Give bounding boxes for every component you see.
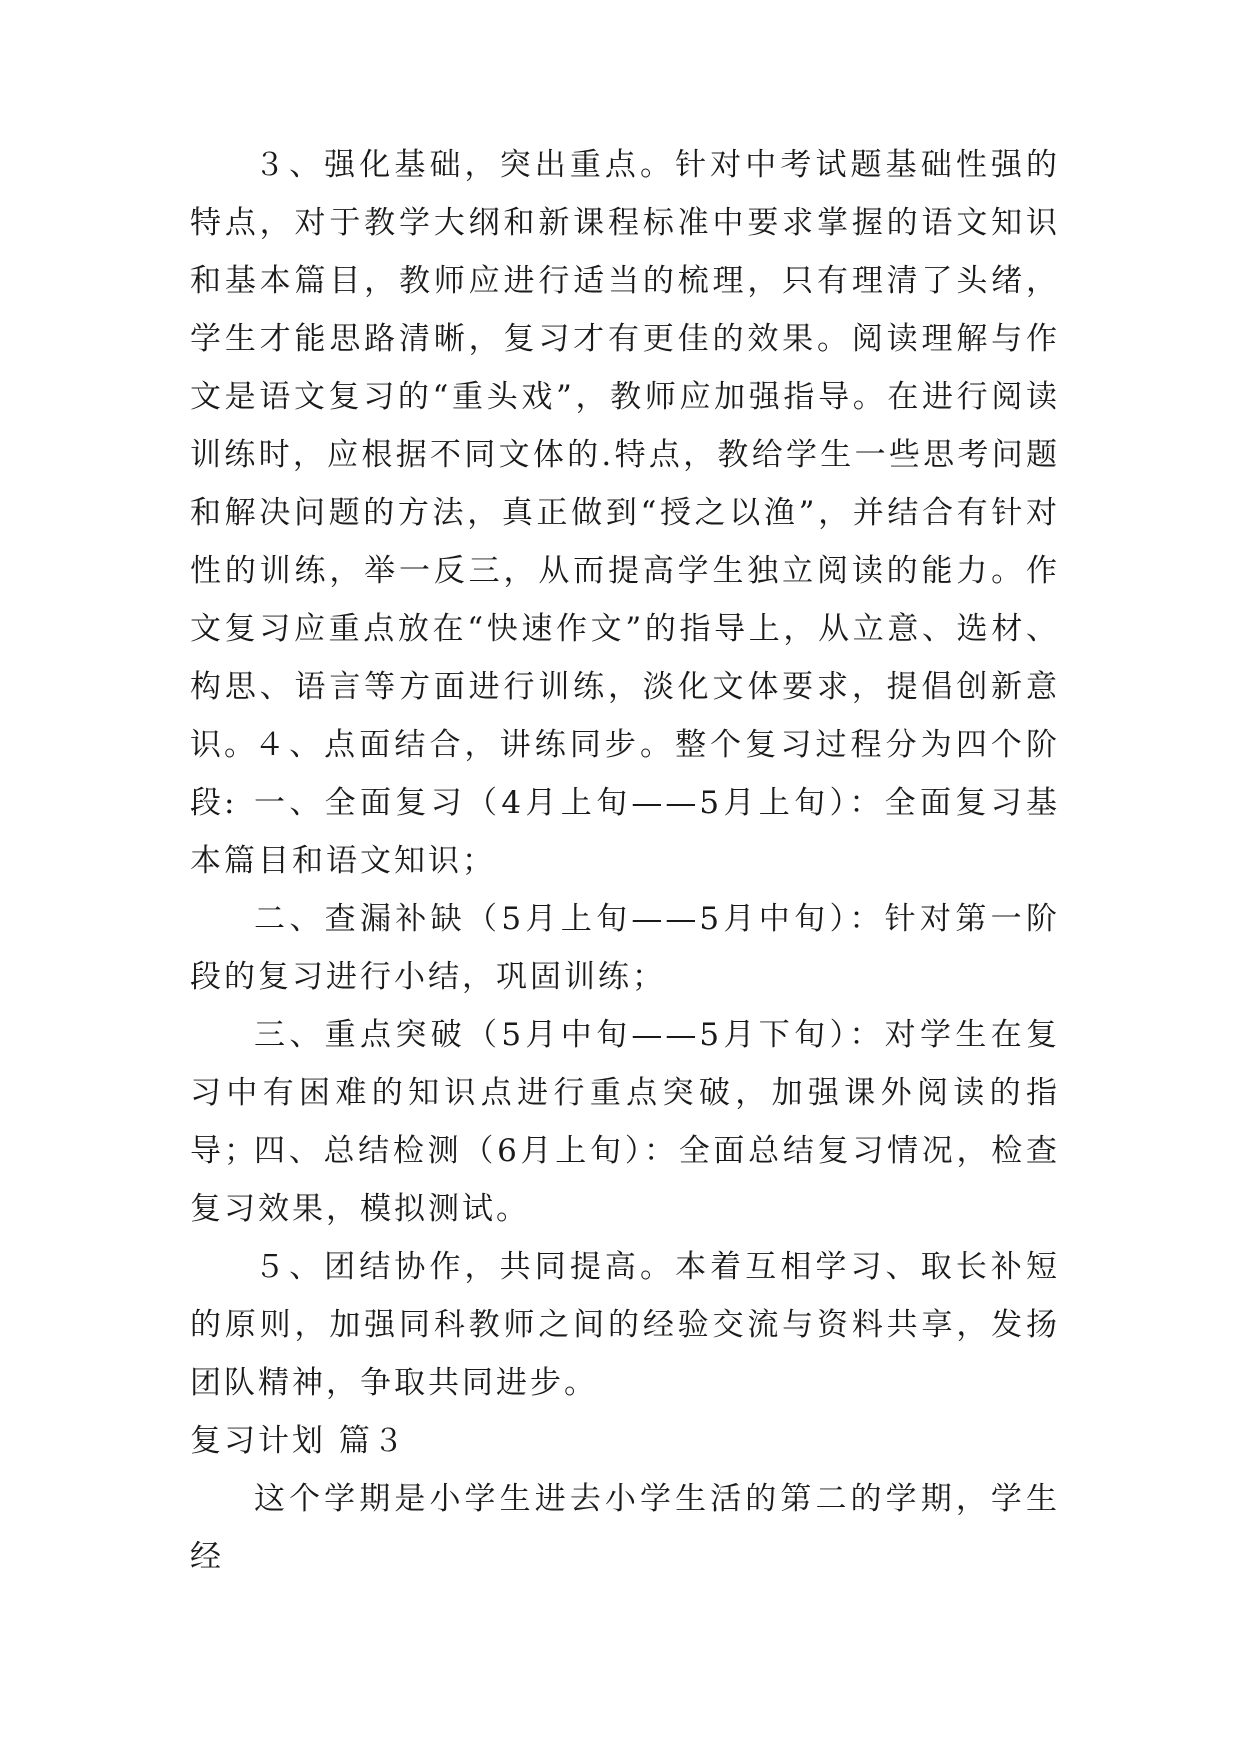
paragraph-strengthen-foundation: ３、强化基础，突出重点。针对中考试题基础性强的特点，对于教学大纲和新课程标准中要求掌握的语文知识和基本篇目，教师应进行适当的梳理，只有理清了头绪，学生才能思路清晰，复习才有更佳的效果。阅读理解与作文是语文复习的“重头戏”，教师应加强指导。在进行阅读训练时，应根据不同文体的.特点，教给学生一些思考问题和解决问题的方法，真正做到“授之以渔”，并结合有针对性的训练，举一反三，从而提高学生独立阅读的能力。作文复习应重点放在“快速作文”的指导上，从立意、选材、构思、语言等方面进行训练，淡化文体要求，提倡创新意识。 <box>190 147 1060 763</box>
paragraph-new-semester: 这个学期是小学生进去小学生活的第二的学期，学生经 <box>190 1481 1060 1575</box>
paragraph-stage-one: 一、全面复习（4月上旬——5月上旬）：全面复习基本篇目和语文知识； <box>190 785 1060 879</box>
paragraph-stage-four: 四、总结检测（6月上旬）：全面总结复习情况，检查复习效果，模拟测试。 <box>190 1133 1060 1227</box>
paragraph-teamwork: ５、团结协作，共同提高。本着互相学习、取长补短的原则，加强同科教师之间的经验交流与资料共享，发扬团队精神，争取共同进步。 <box>190 1249 1060 1401</box>
section-heading: 复习计划 篇３ <box>190 1423 407 1459</box>
paragraph-combine-points: ４、点面结合，讲练同步。整个复习过程分为四个阶段: <box>190 727 1060 821</box>
paragraph-stage-three: 三、重点突破（5月中旬——5月下旬）：对学生在复习中有困难的知识点进行重点突破，加强课外阅读的指导； <box>190 1017 1060 1169</box>
paragraph-stage-two: 二、查漏补缺（5月上旬——5月中旬）：针对第一阶段的复习进行小结，巩固训练； <box>190 901 1060 995</box>
